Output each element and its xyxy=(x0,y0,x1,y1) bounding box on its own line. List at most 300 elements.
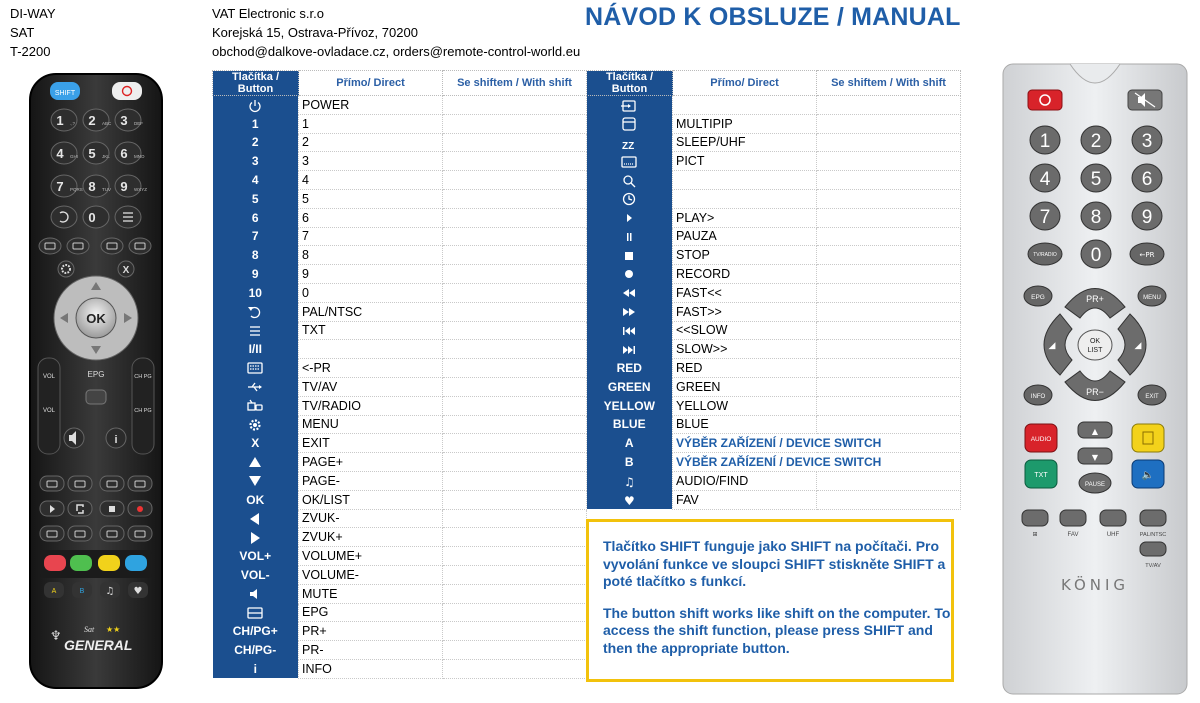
tv-radio-button[interactable] xyxy=(1028,243,1062,265)
shift-function-cell xyxy=(443,565,587,584)
digit-sub-label: PQRS xyxy=(70,187,83,192)
sleep-button[interactable] xyxy=(40,476,64,491)
table-row xyxy=(587,490,961,509)
table-row xyxy=(587,96,961,115)
brand-logo: GENERAL xyxy=(64,637,133,653)
button-cell xyxy=(587,340,673,359)
button-label: 4 xyxy=(251,173,259,188)
digit-6-button[interactable] xyxy=(1132,164,1162,192)
tv-av-button[interactable] xyxy=(1140,542,1166,556)
audio-label: AUDIO xyxy=(1030,436,1052,443)
triangle-down-icon xyxy=(247,474,263,488)
search-icon xyxy=(621,174,637,188)
table-row xyxy=(587,152,961,171)
button-label: BLUE xyxy=(612,417,646,432)
button-cell xyxy=(587,415,673,434)
shift-function-cell xyxy=(443,208,587,227)
page-title: NÁVOD K OBSLUZE / MANUAL xyxy=(585,3,961,31)
shift-function-cell xyxy=(443,246,587,265)
direct-function-cell: PR+ xyxy=(299,622,443,641)
button-cell xyxy=(213,622,299,641)
button-label: 10 xyxy=(248,285,262,300)
digit-1-button[interactable] xyxy=(51,109,77,131)
shift-function-cell xyxy=(443,622,587,641)
tv-radio-label: TV/RADIO xyxy=(1033,252,1057,258)
button-cell xyxy=(587,246,673,265)
menu-button[interactable] xyxy=(1138,286,1166,306)
record-icon xyxy=(137,506,143,512)
epg-label: EPG xyxy=(87,370,105,379)
shift-function-cell xyxy=(817,208,961,227)
button-cell xyxy=(213,547,299,566)
button-cell xyxy=(587,265,673,284)
vol-rocker[interactable] xyxy=(38,358,60,454)
green-button[interactable] xyxy=(70,555,92,571)
vol-minus-label: VOL xyxy=(42,408,56,414)
info-button[interactable] xyxy=(1024,385,1052,405)
direct-function-cell: RED xyxy=(673,359,817,378)
digit-label: 8 xyxy=(88,179,96,194)
rewind-button[interactable] xyxy=(40,526,64,541)
shift-function-cell xyxy=(817,302,961,321)
satellite-dish-icon: ♆ xyxy=(50,629,62,644)
button-label: GREEN xyxy=(607,379,651,394)
info-label: INFO xyxy=(1030,394,1046,400)
epg-button[interactable] xyxy=(1024,286,1052,306)
shift-function-cell xyxy=(817,283,961,302)
tv-radio-button[interactable] xyxy=(129,238,151,254)
button-cell xyxy=(213,434,299,453)
svg-text:♫: ♫ xyxy=(624,475,636,489)
blue-button[interactable] xyxy=(125,555,147,571)
button-label: 6 xyxy=(251,210,259,225)
triangle-up-icon xyxy=(247,455,263,469)
stop-button[interactable] xyxy=(100,501,124,516)
page-down-button[interactable] xyxy=(1078,448,1112,464)
table-row xyxy=(587,359,961,378)
company-name: VAT Electronic s.r.o xyxy=(212,6,324,21)
button-cell xyxy=(213,208,299,227)
recall-button[interactable] xyxy=(51,206,77,228)
fav-button[interactable] xyxy=(1060,510,1086,526)
button-cell xyxy=(213,359,299,378)
direct-function-cell: 9 xyxy=(299,265,443,284)
button-label: 7 xyxy=(251,229,259,244)
table-row xyxy=(587,227,961,246)
direct-function-cell: PAUZA xyxy=(673,227,817,246)
b-button[interactable] xyxy=(72,582,92,598)
digit-5-button[interactable] xyxy=(1081,164,1111,192)
button-label: YELLOW xyxy=(603,398,655,413)
input-icon xyxy=(621,99,637,113)
button-cell xyxy=(213,189,299,208)
play-button[interactable] xyxy=(40,501,64,516)
rewind-icon xyxy=(621,286,637,300)
triangle-right-icon xyxy=(247,531,263,545)
menu-label: MENU xyxy=(1143,295,1161,301)
shift-function-cell xyxy=(817,340,961,359)
epg-label: EPG xyxy=(1031,294,1045,301)
clock-icon xyxy=(621,192,637,206)
button-label: 9 xyxy=(251,267,259,282)
recall-icon xyxy=(247,305,263,319)
direct-function-cell: <-PR xyxy=(299,359,443,378)
direct-function-cell: PAL/NTSC xyxy=(299,302,443,321)
shift-function-cell xyxy=(817,96,961,115)
shift-function-cell xyxy=(817,377,961,396)
skip-forward-icon xyxy=(621,343,637,357)
blue-button[interactable] xyxy=(1132,460,1164,488)
button-cell xyxy=(587,302,673,321)
ch-rocker[interactable] xyxy=(132,358,154,454)
shift-function-cell xyxy=(817,321,961,340)
shift-function-cell xyxy=(443,359,587,378)
direct-function-cell: MENU xyxy=(299,415,443,434)
direct-function-cell: PAGE- xyxy=(299,471,443,490)
digit-3-button[interactable] xyxy=(1132,126,1162,154)
fav-button[interactable] xyxy=(128,582,148,598)
table-row xyxy=(587,396,961,415)
yellow-button[interactable] xyxy=(98,555,120,571)
menu-button[interactable] xyxy=(58,261,74,277)
shift-function-cell xyxy=(817,490,961,509)
digit-0-button[interactable] xyxy=(83,206,109,228)
shift-function-cell xyxy=(817,396,961,415)
button-label: 1 xyxy=(251,116,259,131)
direct-function-cell: YELLOW xyxy=(673,396,817,415)
direct-function-cell: <<SLOW xyxy=(673,321,817,340)
col-header-button: Tlačítka / Button xyxy=(213,71,299,96)
direct-function-cell: SLOW>> xyxy=(673,340,817,359)
record-icon xyxy=(621,267,637,281)
direct-function-cell: INFO xyxy=(299,659,443,678)
power-button[interactable] xyxy=(1028,90,1062,110)
direct-function-cell: STOP xyxy=(673,246,817,265)
direct-function-cell: VOLUME+ xyxy=(299,547,443,566)
digit-4-button[interactable] xyxy=(51,142,78,164)
digit-label: 9 xyxy=(1141,207,1153,228)
button-cell xyxy=(213,396,299,415)
shift-function-cell xyxy=(443,547,587,566)
svg-text:ZZ: ZZ xyxy=(622,140,635,150)
digit-label: 3 xyxy=(120,113,128,128)
direct-function-cell: BLUE xyxy=(673,415,817,434)
col-header-button: Tlačítka / Button xyxy=(587,71,673,96)
shift-function-cell xyxy=(443,133,587,152)
col-header-shift: Se shiftem / With shift xyxy=(443,71,587,96)
pal-ntsc-button[interactable] xyxy=(1140,510,1166,526)
button-cell xyxy=(213,641,299,660)
pr-plus-label: PR+ xyxy=(1086,294,1104,304)
direct-function-cell: MUTE xyxy=(299,584,443,603)
svg-text:♥: ♥ xyxy=(624,494,636,508)
fav-label: FAV xyxy=(1067,532,1079,538)
direct-function-cell: 7 xyxy=(299,227,443,246)
button-label: A xyxy=(624,436,634,451)
skip-back-button[interactable] xyxy=(100,526,124,541)
digit-label: 4 xyxy=(1039,169,1051,190)
digit-label: 7 xyxy=(56,179,64,194)
button-cell xyxy=(213,283,299,302)
txt-label: TXT xyxy=(1034,472,1048,479)
button-cell xyxy=(587,377,673,396)
vol-plus-icon: ◢ xyxy=(1134,341,1142,351)
txt-button[interactable] xyxy=(115,206,141,228)
keyboard-icon xyxy=(247,361,263,375)
button-cell xyxy=(587,227,673,246)
button-cell xyxy=(213,321,299,340)
usb-icon xyxy=(247,380,263,394)
ok-label: OK xyxy=(86,311,106,326)
digit-1-button[interactable] xyxy=(1030,126,1060,154)
table-row xyxy=(587,283,961,302)
shift-function-cell xyxy=(443,302,587,321)
shift-function-cell xyxy=(443,227,587,246)
table-row xyxy=(587,471,961,490)
shift-function-cell xyxy=(817,133,961,152)
digit-7-button[interactable] xyxy=(1030,202,1060,230)
shift-function-cell xyxy=(443,453,587,472)
page-up-button[interactable] xyxy=(1078,422,1112,438)
shift-function-cell xyxy=(817,415,961,434)
shift-function-cell xyxy=(443,189,587,208)
table-row xyxy=(587,246,961,265)
button-cell xyxy=(587,396,673,415)
note-english: The button shift works like shift on the computer. To access the shift function, please press SHIFT and then the appropriate button. xyxy=(603,604,951,656)
button-cell xyxy=(587,96,673,115)
speaker-icon: 🔈 xyxy=(1141,470,1155,481)
table-row xyxy=(587,208,961,227)
direct-function-cell: 2 xyxy=(299,133,443,152)
pal-ntsc-label: PAL/NTSC xyxy=(1139,532,1167,538)
direct-function-cell: SLEEP/UHF xyxy=(673,133,817,152)
button-label: i xyxy=(253,661,257,676)
button-cell xyxy=(587,189,673,208)
red-button[interactable] xyxy=(44,555,66,571)
digit-8-button[interactable] xyxy=(1081,202,1111,230)
digit-label: 5 xyxy=(1090,169,1102,190)
table-row xyxy=(587,453,961,472)
pr-minus-label: PR− xyxy=(1086,387,1104,397)
button-cell xyxy=(587,434,673,453)
direct-function-cell: 5 xyxy=(299,189,443,208)
button-label: CH/PG- xyxy=(234,643,277,657)
model-info xyxy=(10,4,56,61)
table-row xyxy=(587,302,961,321)
button-cell xyxy=(587,171,673,190)
menu-lines-icon xyxy=(247,324,263,338)
button-cell xyxy=(587,283,673,302)
ok-label: OK xyxy=(1089,338,1101,345)
shift-function-cell xyxy=(443,584,587,603)
brand-sat-label: Sat xyxy=(84,625,95,634)
mute-button[interactable] xyxy=(64,428,84,448)
button-cell xyxy=(213,453,299,472)
shift-function-cell xyxy=(443,641,587,660)
digit-sub-label: DEF xyxy=(134,121,143,126)
model-line: T-2200 xyxy=(10,44,51,59)
model-line: DI-WAY xyxy=(10,6,56,21)
button-cell xyxy=(213,133,299,152)
button-cell xyxy=(213,565,299,584)
pause-button[interactable] xyxy=(68,501,92,516)
button-cell xyxy=(587,471,673,490)
digit-sub-label: .,? xyxy=(70,121,76,126)
heart-icon: ♥ xyxy=(133,586,143,597)
direct-function-cell: GREEN xyxy=(673,377,817,396)
digit-label: 0 xyxy=(88,210,96,225)
shift-function-cell xyxy=(443,603,587,622)
digit-label: 2 xyxy=(88,113,96,128)
button-label: I/II xyxy=(248,342,262,357)
search-button[interactable] xyxy=(100,476,124,491)
button-label: VOL+ xyxy=(239,549,272,564)
button-cell xyxy=(587,208,673,227)
uhf-button[interactable] xyxy=(1100,510,1126,526)
direct-function-cell: ZVUK+ xyxy=(299,528,443,547)
button-cell xyxy=(213,340,299,359)
button-cell xyxy=(587,490,673,509)
table-row xyxy=(587,415,961,434)
skip-back-icon xyxy=(621,324,637,338)
shift-function-cell xyxy=(817,171,961,190)
company-address: Korejská 15, Ostrava-Přívoz, 70200 xyxy=(212,25,418,40)
ok-list-button[interactable] xyxy=(1078,330,1112,360)
digit-9-button[interactable] xyxy=(1132,202,1162,230)
pause-button[interactable] xyxy=(1079,473,1111,493)
digit-2-button[interactable] xyxy=(1081,126,1111,154)
button-cell xyxy=(213,246,299,265)
button-cell xyxy=(213,490,299,509)
txt-button[interactable] xyxy=(1025,460,1057,488)
direct-function-cell xyxy=(673,189,817,208)
button-cell xyxy=(587,152,673,171)
button-label: RED xyxy=(616,361,642,376)
digit-label: 2 xyxy=(1090,131,1102,152)
grid-icon: ⊞ xyxy=(1032,531,1038,538)
record-button[interactable] xyxy=(128,501,152,516)
pause-label: PAUSE xyxy=(1085,482,1105,488)
button-cell xyxy=(213,528,299,547)
digit-4-button[interactable] xyxy=(1030,164,1060,192)
shift-button[interactable] xyxy=(50,82,80,100)
digit-label: 0 xyxy=(1090,245,1102,266)
shift-function-cell xyxy=(443,321,587,340)
shift-function-cell xyxy=(443,114,587,133)
clock-button[interactable] xyxy=(128,476,152,491)
company-info xyxy=(212,4,580,61)
shift-function-cell xyxy=(443,396,587,415)
shift-label: SHIFT xyxy=(54,90,76,97)
page-down-icon: ▼ xyxy=(1091,453,1099,462)
b-label: B xyxy=(79,588,85,595)
yellow-button[interactable] xyxy=(1132,424,1164,452)
picture-button[interactable] xyxy=(68,476,92,491)
direct-function-cell: FAST<< xyxy=(673,283,817,302)
direct-function-cell: TV/AV xyxy=(299,377,443,396)
shift-function-cell xyxy=(443,415,587,434)
direct-function-cell xyxy=(673,171,817,190)
button-label: 5 xyxy=(251,191,259,206)
mute-button[interactable] xyxy=(1128,90,1162,110)
usb-button[interactable] xyxy=(101,238,123,254)
shift-function-cell xyxy=(817,246,961,265)
direct-function-cell: PLAY> xyxy=(673,208,817,227)
button-cell xyxy=(587,114,673,133)
company-emails: obchod@dalkove-ovladace.cz, orders@remote-control-world.eu xyxy=(212,44,581,59)
audio-button[interactable] xyxy=(1025,424,1057,452)
multipip-button[interactable] xyxy=(1022,510,1048,526)
exit-button[interactable] xyxy=(118,261,134,277)
info-button[interactable] xyxy=(106,428,126,448)
button-label: B xyxy=(624,455,634,470)
direct-function-cell: FAV xyxy=(673,490,817,509)
button-cell xyxy=(587,453,673,472)
table-row xyxy=(587,133,961,152)
shift-function-cell xyxy=(443,96,587,115)
digit-0-button[interactable] xyxy=(1081,240,1111,268)
power-button[interactable] xyxy=(112,82,142,100)
stop-icon xyxy=(621,249,637,263)
ch-minus-label: CH PG xyxy=(134,408,152,414)
exit-button[interactable] xyxy=(1138,385,1166,405)
table-row xyxy=(587,340,961,359)
button-label: OK xyxy=(246,492,265,507)
pause-icon xyxy=(621,230,637,244)
shift-function-cell xyxy=(817,471,961,490)
power-icon xyxy=(247,99,263,113)
shift-function-cell xyxy=(817,359,961,378)
table-row xyxy=(587,321,961,340)
audio-find-button[interactable] xyxy=(100,582,120,598)
shift-note xyxy=(586,519,954,682)
shift-function-cell xyxy=(443,340,587,359)
button-cell xyxy=(587,133,673,152)
shift-function-cell xyxy=(817,114,961,133)
col-header-shift: Se shiftem / With shift xyxy=(817,71,961,96)
button-cell xyxy=(213,584,299,603)
pr-back-label: ←PR xyxy=(1139,251,1155,259)
digit-label: 5 xyxy=(88,146,96,161)
button-cell xyxy=(213,171,299,190)
skip-forward-button[interactable] xyxy=(128,526,152,541)
i-ii-button[interactable] xyxy=(39,238,61,254)
direct-function-cell: VÝBĚR ZAŘÍZENÍ / DEVICE SWITCH xyxy=(673,434,961,453)
vol-minus-icon: ◢ xyxy=(1048,341,1056,351)
a-label: A xyxy=(51,588,57,595)
ok-button[interactable] xyxy=(76,298,116,338)
direct-function-cell: PICT xyxy=(673,152,817,171)
button-label: 2 xyxy=(251,135,259,150)
shift-function-cell xyxy=(443,434,587,453)
page-up-icon: ▲ xyxy=(1091,427,1099,436)
shift-function-cell xyxy=(443,152,587,171)
fast-forward-button[interactable] xyxy=(68,526,92,541)
button-cell xyxy=(213,603,299,622)
a-button[interactable] xyxy=(44,582,64,598)
epg-button[interactable] xyxy=(86,390,106,404)
digit-sub-label: TUV xyxy=(102,187,111,192)
digit-sub-label: JKL xyxy=(102,154,110,159)
keyboard-button[interactable] xyxy=(67,238,89,254)
pr-back-button[interactable] xyxy=(1130,243,1164,265)
stop-icon xyxy=(109,506,115,512)
shift-function-cell xyxy=(443,265,587,284)
direct-function-cell: EPG xyxy=(299,603,443,622)
digit-label: 9 xyxy=(120,179,128,194)
digit-label: 3 xyxy=(1141,131,1153,152)
table-row xyxy=(587,171,961,190)
